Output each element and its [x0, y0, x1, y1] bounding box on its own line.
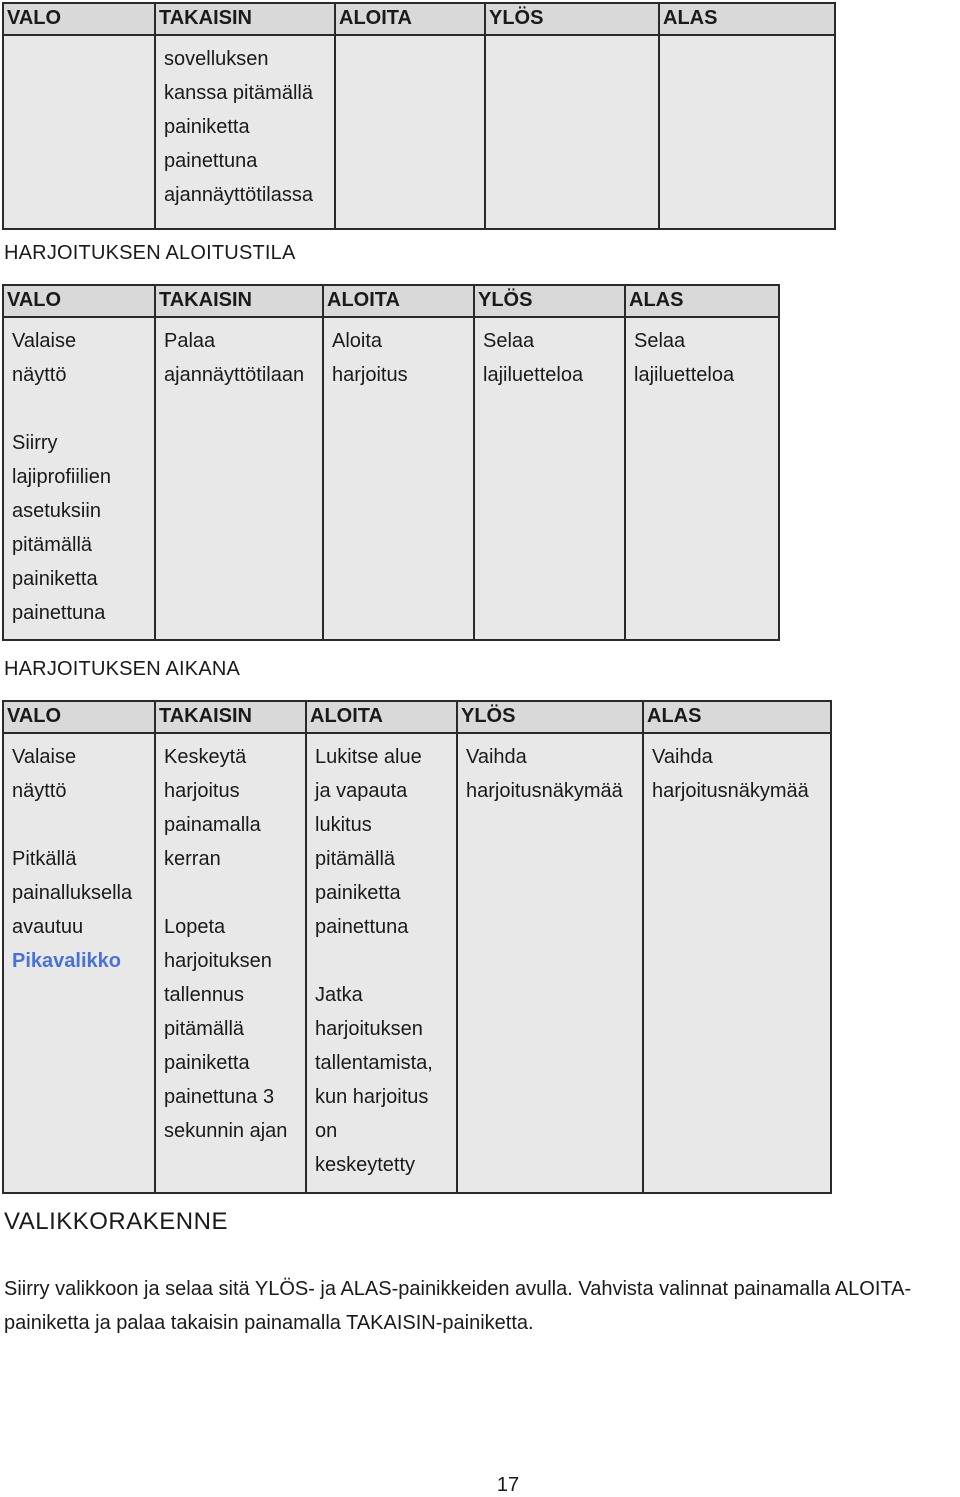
header-aloita: ALOITA [335, 3, 485, 35]
section-title-valikkorakenne: VALIKKORAKENNE [4, 1208, 228, 1235]
cell-valo: Valaise näyttö Pitkällä painalluksella avautuu Pikavalikko [3, 733, 155, 1193]
cell-ylos: Selaa lajiluetteloa [474, 317, 625, 640]
header-ylos: YLÖS [457, 701, 643, 733]
cell-aloita: Aloita harjoitus [323, 317, 474, 640]
button-table-1 [2, 2, 836, 230]
header-takaisin: TAKAISIN [155, 285, 323, 317]
cell-valo: Valaise näyttö Siirry lajiprofiilien asetuksiin pitämällä painiketta painettuna [3, 317, 155, 640]
header-valo: VALO [3, 3, 155, 35]
header-ylos: YLÖS [485, 3, 659, 35]
section-title-aikana: HARJOITUKSEN AIKANA [4, 658, 241, 680]
header-alas: ALAS [643, 701, 831, 733]
page-number: 17 [496, 1474, 520, 1496]
cell-takaisin: Palaa ajannäyttötilaan [155, 317, 323, 640]
button-table-aloitustila [2, 284, 780, 641]
valikko-instructions: Siirry valikkoon ja selaa sitä YLÖS- ja ALAS-painikkeiden avulla. Vahvista valinnat painamalla ALOITA-painiketta ja palaa takaisin painamalla TAKAISIN-painiketta. [4, 1278, 912, 1334]
cell-takaisin: sovelluksen kanssa pitämällä painiketta painettuna ajannäyttötilassa [155, 35, 335, 229]
cell-ylos: Vaihda harjoitusnäkymää [457, 733, 643, 1193]
header-takaisin: TAKAISIN [155, 701, 306, 733]
cell-aloita [335, 35, 485, 229]
header-takaisin: TAKAISIN [155, 3, 335, 35]
header-valo: VALO [3, 701, 155, 733]
header-valo: VALO [3, 285, 155, 317]
header-aloita: ALOITA [323, 285, 474, 317]
cell-alas [659, 35, 835, 229]
cell-alas: Selaa lajiluetteloa [625, 317, 779, 640]
cell-ylos [485, 35, 659, 229]
cell-takaisin: Keskeytä harjoitus painamalla kerran Lopeta harjoituksen tallennus pitämällä painiketta painettuna 3 sekunnin ajan [155, 733, 306, 1193]
section-title-aloitustila: HARJOITUKSEN ALOITUSTILA [4, 242, 296, 264]
header-alas: ALAS [625, 285, 779, 317]
pikavalikko-link[interactable]: Pikavalikko [12, 950, 121, 972]
cell-aloita: Lukitse alue ja vapauta lukitus pitämällä painiketta painettuna Jatka harjoituksen tallentamista, kun harjoitus on keskeytetty [306, 733, 457, 1193]
cell-valo [3, 35, 155, 229]
cell-alas: Vaihda harjoitusnäkymää [643, 733, 831, 1193]
header-aloita: ALOITA [306, 701, 457, 733]
header-alas: ALAS [659, 3, 835, 35]
button-table-aikana [2, 700, 832, 1194]
header-ylos: YLÖS [474, 285, 625, 317]
